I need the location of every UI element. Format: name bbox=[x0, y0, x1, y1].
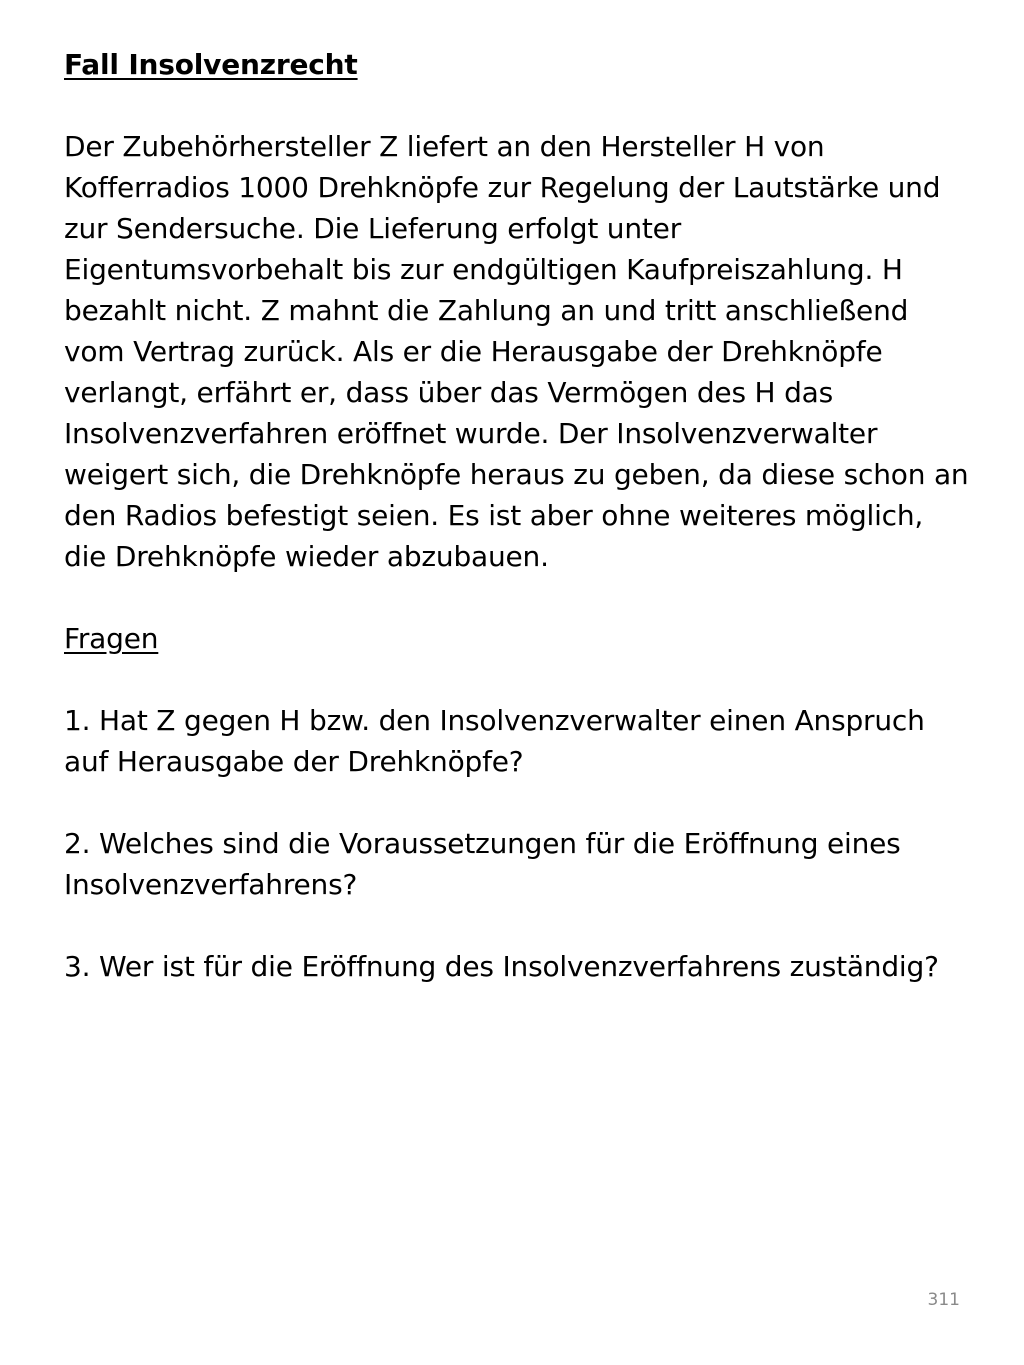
slide-content bbox=[64, 44, 994, 987]
case-text-line: vom Vertrag zurück. Als er die Herausgabe der Drehknöpfe bbox=[64, 335, 883, 368]
case-text-line: bezahlt nicht. Z mahnt die Zahlung an und tritt anschließend bbox=[64, 294, 909, 327]
case-description bbox=[64, 126, 994, 577]
spacer bbox=[64, 782, 994, 823]
spacer bbox=[64, 659, 994, 700]
page-number: 311 bbox=[927, 1290, 960, 1310]
spacer bbox=[64, 905, 994, 946]
case-text-line: zur Sendersuche. Die Lieferung erfolgt unter bbox=[64, 212, 682, 245]
questions-heading: Fragen bbox=[64, 622, 159, 655]
question-line: auf Herausgabe der Drehknöpfe? bbox=[64, 745, 524, 778]
case-text-line: verlangt, erfährt er, dass über das Vermögen des H das bbox=[64, 376, 834, 409]
question-1 bbox=[64, 700, 994, 782]
case-text-line: Insolvenzverfahren eröffnet wurde. Der Insolvenzverwalter bbox=[64, 417, 878, 450]
question-line: 1. Hat Z gegen H bzw. den Insolvenzverwalter einen Anspruch bbox=[64, 704, 925, 737]
question-2 bbox=[64, 823, 994, 905]
case-text-line: Der Zubehörhersteller Z liefert an den Hersteller H von bbox=[64, 130, 825, 163]
case-text-line: Eigentumsvorbehalt bis zur endgültigen Kaufpreiszahlung. H bbox=[64, 253, 903, 286]
case-text-line: weigert sich, die Drehknöpfe heraus zu geben, da diese schon an bbox=[64, 458, 969, 491]
question-line: Insolvenzverfahrens? bbox=[64, 868, 358, 901]
spacer bbox=[64, 85, 994, 126]
spacer bbox=[64, 577, 994, 618]
case-text-line: die Drehknöpfe wieder abzubauen. bbox=[64, 540, 549, 573]
case-text-line: Kofferradios 1000 Drehknöpfe zur Regelung der Lautstärke und bbox=[64, 171, 941, 204]
question-line: 2. Welches sind die Voraussetzungen für die Eröffnung eines bbox=[64, 827, 901, 860]
case-title: Fall Insolvenzrecht bbox=[64, 48, 358, 81]
question-line: 3. Wer ist für die Eröffnung des Insolvenzverfahrens zuständig? bbox=[64, 950, 939, 983]
case-text-line: den Radios befestigt seien. Es ist aber ohne weiteres möglich, bbox=[64, 499, 924, 532]
question-3 bbox=[64, 946, 994, 987]
